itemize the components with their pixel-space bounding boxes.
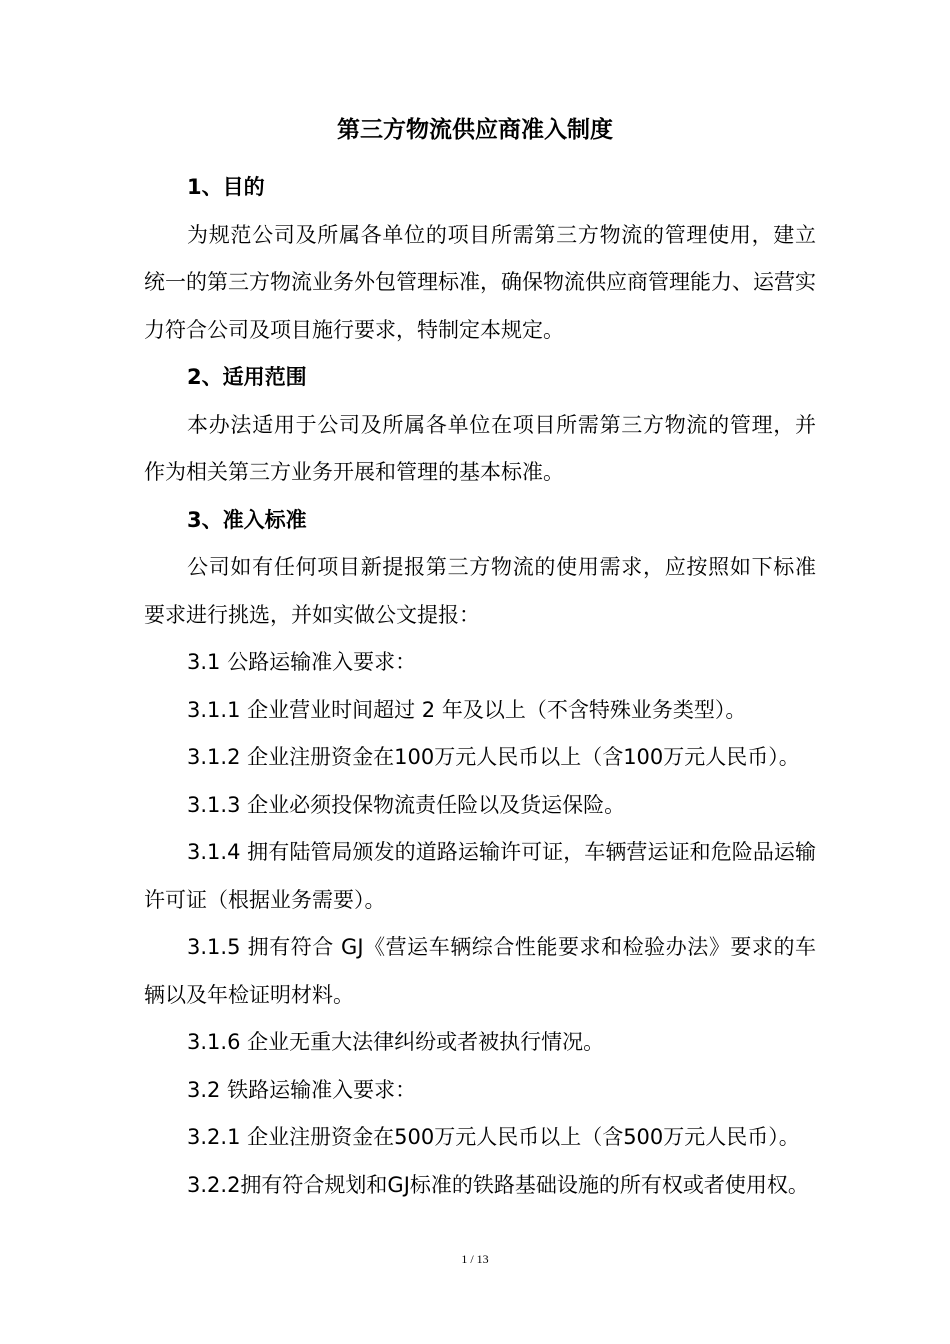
clause-3-1-6: 3.1.6 企业无重大法律纠纷或者被执行情况。 bbox=[187, 1030, 605, 1054]
clause-3-1-4: 3.1.4 拥有陆管局颁发的道路运输许可证，车辆营运证和危险品运输许可证（根据业务需要）。 bbox=[144, 840, 816, 912]
section-heading-purpose: 1、目的 bbox=[187, 175, 265, 199]
section-heading-scope: 2、适用范围 bbox=[187, 365, 307, 389]
paragraph-scope: 本办法适用于公司及所属各单位在项目所需第三方物流的管理，并作为相关第三方业务开展和管理的基本标准。 bbox=[144, 412, 816, 484]
document-title: 第三方物流供应商准入制度 bbox=[337, 117, 613, 143]
section-heading-criteria: 3、准入标准 bbox=[187, 507, 307, 532]
clause-3-1-3: 3.1.3 企业必须投保物流责任险以及货运保险。 bbox=[187, 792, 626, 817]
clause-3-1: 3.1 公路运输准入要求： bbox=[187, 650, 417, 674]
document-body bbox=[144, 164, 816, 1209]
clause-3-1-1: 3.1.1 企业营业时间超过 2 年及以上（不含特殊业务类型）。 bbox=[187, 697, 747, 722]
clause-3-1-5: 3.1.5 拥有符合 GJ《营运车辆综合性能要求和检验办法》要求的车辆以及年检证明材料。 bbox=[144, 935, 816, 1007]
clause-3-2-2: 3.2.2拥有符合规划和GJ标准的铁路基础设施的所有权或者使用权。 bbox=[187, 1172, 809, 1197]
clause-3-1-2: 3.1.2 企业注册资金在100万元人民币以上（含100万元人民币）。 bbox=[187, 745, 800, 769]
page-number: 1 / 13 bbox=[461, 1252, 489, 1266]
paragraph-criteria-intro: 公司如有任何项目新提报第三方物流的使用需求，应按照如下标准要求进行挑选，并如实做公文提报： bbox=[144, 555, 816, 627]
paragraph-purpose: 为规范公司及所属各单位的项目所需第三方物流的管理使用，建立统一的第三方物流业务外包管理标准，确保物流供应商管理能力、运营实力符合公司及项目施行要求，特制定本规定。 bbox=[144, 222, 816, 342]
clause-3-2-1: 3.2.1 企业注册资金在500万元人民币以上（含500万元人民币）。 bbox=[187, 1125, 800, 1149]
clause-3-2: 3.2 铁路运输准入要求： bbox=[187, 1077, 417, 1102]
